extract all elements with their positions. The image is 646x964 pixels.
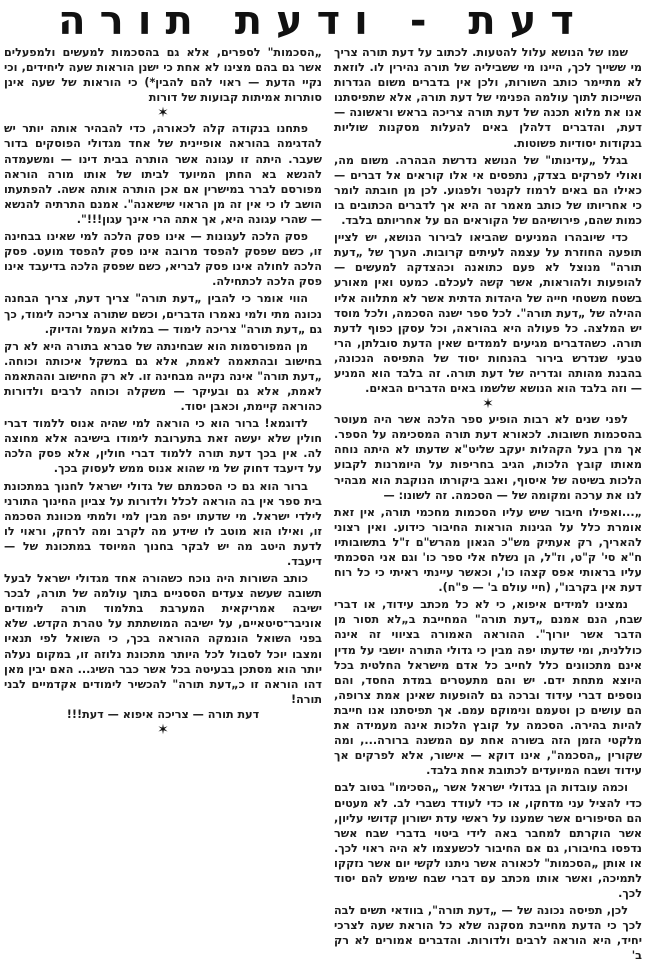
star-icon: ✶ [482,396,494,413]
paragraph: פסק הלכה לעגונות — אינו פסק הלכה למי שאינו בבחינה זו, כשם שפסק להפסד מרובה אינו פסק להפסד מועט. פסק הלכה לחולה אינו פסק לבריא, כשם שפסק הלכה בדיעבד אינו פסק הלכה לכתחילה. [4,230,322,289]
left-column [4,45,322,738]
paragraph: „הסכמות" לספרים, אלא גם בהסכמות למעשים ולמפעלים אשר גם בהם מצינו לא אחת כי ישנן הוראות שעה ליחידים, וכי נקיי הדעת — ראוי להם להבין*) כי הוראות של שעה אינן סותרות אמיתות קבועות של דורות [4,46,322,105]
paragraph: שמו של הנושא עלול להטעות. לכתוב על דעת תורה צריך מי ששייך לכך, היינו מי ששביליה של תורה נהירין לו. לוזאת לא מתיימר כותב השורות, ולכן אין בדברים משום הגדרות השייכות לתוך עולמה הפנימי של דעת תורה, אלא שתפיסתנו אנו את מלוא תכנה של דעת תורה צריכה בראש וראשונה — דעת, והדברים דלהלן באים להעלות מסקנות שוליות בנקודות יסודיות פשוטות. [334,46,642,150]
paragraph: לכן, תפיסה נכונה של — „דעת תורה", בוודאי תשים לבה לכך כי הדעת מחייבת מסקנה שלא כל הוראת שעה לצרכי יחיד, היא הוראה לרבים ולדורות. והדברים אמורים לא רק ב' [334,904,642,963]
paragraph: נמצינו למידים איפוא, כי לא כל מכתב עידוד, או דברי שבח, הנם אמנם „דעת תורה" המחייבת ב„לא תסור מן הדבר אשר יורוך". ההוראה האמורה בציווי זה אינה כוללנית, ומי שדעתו יפה מבין כי גדולי התורה יושבי על מדין אינם מתכוונים כלל לחייב כל אדם מישראל החלטית בכל היוצא מתחת ידם. יש והם מתעטרים במדת החסד, והם נוספים דברי עידוד וברכה גם להופעות שאינן אמת צרופה, הם עושים כן וטעמם ונימוקם עמם. אך תפיסתנו אנו חייבת להיות בהירה. הסכמה על קובץ הלכות אינה מעמידה את מלקטי הזמן הזה בשורה אחת עם המשנה ברורה..., ומה שקורין „הסכמה", אינו דוקא — אישור, אלא לפרקים אך עידוד ושבח המיועדים לכתובת אחת בלבד. [334,598,642,778]
paragraph: כותב השורות היה נוכח כשהורה אחד מגדולי ישראל לבעל תשובה שעשה צעדים הססניים בתוך עולמה של תורה, לבכר ישיבה אמריקאית המערבת בתלמוד תורה לימודים אוניבר־סיטאיים, על ישיבה המושתתת על טהרת הקדש. שלא בפני השואל הונמקה ההוראה בכך, כי השואל לפי תנאיו ומצבו יוכל לסבול לכל היותר מתכונת נלוזה זו, במקום נעלה יותר הוא מסתכן בבעיטה בכל אשר כבר השיג... האם יבין מאן דהו הוראה זו כ„דעת תורה" להכשיר לימודים אקדמיים לבני תורה! [4,572,322,706]
article-title: דעת - ודעת תורה [58,0,588,44]
paragraph: הווי אומר כי להבין „דעת תורה" צריך דעת, צריך הבחנה נכונה מתי ולמי נאמרו הדברים, וכשם שתורה צריכה לימוד, כך גם „דעת תורה" צריכה לימוד — במלוא העמל והדיוק. [4,292,322,336]
paragraph: לפני שנים לא רבות הופיע ספר הלכה אשר היה מעוטר בהסכמות חשובות. לכאורא דעת תורה המסכימה על הספר. אך מרן בעל הקהלות יעקב שליט"א שדעתו לא היתה נוחה מאותו קובץ הלכות, הגיב בחריפות על היומרנות לקבוע הלכות בשיטה של איסוף, ואגב ביקורתו הנוקבת הוא מבהיר לנו את ערכה ומקומה של — הסכמה. זה לשונו: — [334,413,642,502]
star-icon: ✶ [157,722,169,739]
paragraph: כדי שיובהרו המניעים שהביאו לבירור הנושא, יש לציין תופעה החוזרת על עצמה לעיתים קרובות. הערך של „דעת תורה" מנוצל לא פעם כתואנה וכהצדקה למעשים — להופעות ולהוראות, אשר קשה לעכלם. כמעט ואין מאורע בשטח משטחי חייה של היהדות הדתית אשר לא מתלווה אליו ההילה של „דעת תורה". לכל ספר ישנה הסכמה, ולכל מוסד יש המלצה. כל פעולה היא בהוראה, וכל עסקן כפוף לדעת תורה. כשהדברים מגיעים לממדים שאין הדעת סובלתן, הרי טבעי שנדרש בירור בהנחות יסוד של התפיסה הנכונה, בהבנת מהותה וגדריה של דעת תורה. זה בלבד הוא המניע — וזה בלבד הוא הנושא שלשמו באים הדברים הבאים. [334,231,642,396]
right-column [334,45,642,964]
paragraph: מן המפורסמות הוא שבחינתה של סברא בתורה היא לא רק בחישוב ובהתאמה לאמת, אלא גם במשקל איכותה וכוחה. „דעת תורה" אינה נקייה מבחינה זו. לא רק החישוב וההתאמה לאמת, אלא גם ובעיקר — משקלה וכוחה לרבים ולדורות כהוראה קיימת, וכאבן יסוד. [4,339,322,414]
star-icon: ✶ [157,105,169,122]
paragraph: ברור הוא גם כי הסכמתם של גדולי ישראל לחנוך במתכונת בית ספר אין בה הוראה לכלל ולדורות על צביון החינוך התורני לילדי ישראל. מי שדעתו יפה מבין למי ולמתי מכוונת הסכמה זו, ואילו הוא מוטב לו שידע מה לקרב ומה לרחק, וראוי לו לדעת היטב מה יש לבקר בחנוך המיוסד במתכונת של — דיעבד. [4,479,322,568]
paragraph: לדוגמא! ברור הוא כי הוראה למי שהיה אנוס ללמוד דברי חולין שלא יעשה זאת בתערובת לימודו בישיבה אלא מחוצה לה. אין בכך דעת תורה ללמוד דברי חולין, אלא פסק הלכה על דיעבד דחוק של מי שהוא אנוס ממש לעסוק בכך. [4,417,322,476]
closing-line: דעת תורה — צריכה איפוא — דעת!!! [66,707,260,721]
quote-paragraph: „...ואפילו חיבור שיש עליו הסכמות מחכמי תורה, אין זאת אומרת כלל על הגינות הוראות החיבור כידוע. ואין רצוני להאריך, רק אעתיק מש"כ הגאון מהרש"ם ז"ל בתשובותיו ח"א סי' ק"ט, וז"ל, הן נשלח אלי ספר כו' וגם אני הסכמתי עליו בראותי אפס קצהו כו', וכאשר עיינתי ראיתי כי כל רוח דעת אין בקרבו", (חיי עולם ב' — פ"ח). [334,505,642,595]
paragraph: בגלל „עדינותו" של הנושא נדרשת הבהרה. משום מה, ואולי לפרקים בצדק, נתפסים אי אלו קוראים אל דברים — כאילו הם באים לרמוז לקנטר ולפגוע. לכן מן חובתה לומר כי אחריותו של כותב מאמר זה היא אך לדברים הכתובים בו כמות שהם, פירושיהם של הקוראים הם על אחריותם בלבד. [334,153,642,228]
paragraph: וכמה עובדות הן בגדולי ישראל אשר „הסכימו" בטוב לבם כדי להציל עני מדחקו, או כדי לעודד נשברי לב. לא מעטים הם הסיפורים אשר שמענו על ראשי עדת ישורון קדושי עליון, אשר הוקרתם למחבר באה לידי ביטוי בדברי שבח אשר נדפסו בחיבורו, גם אם החיבור לכשעצמו לא היה ראוי לכך. או אותן „הסכמות" לכאורה אשר ניתנו לקשי יום אשר נזקקו לתמיכה, ואשר אותו מכתב עם דברי שבח שימש להם יסוד לכך. [334,781,642,901]
paragraph: פתחנו בנקודה קלה לכאורה, כדי להבהיר אותה יותר יש להדגימה בהוראה אופיינית של אחד מגדולי הפוסקים בדור שעבר. היתה זו עגונה אשר הותרה בבית דינו — ומשעמדה להנשא בא החתן המיועד לביתו של אותו מורה הוראה מפורסם לברר במישרין אם אכן הותרה אותה אשה. להפתעתו הושב לו כי אין זה מן הראוי שישאנה". אמנם התרתיה להנשא — שהרי עגונה היא, אך אתה הרי אינך עגון!!!". [4,122,322,226]
